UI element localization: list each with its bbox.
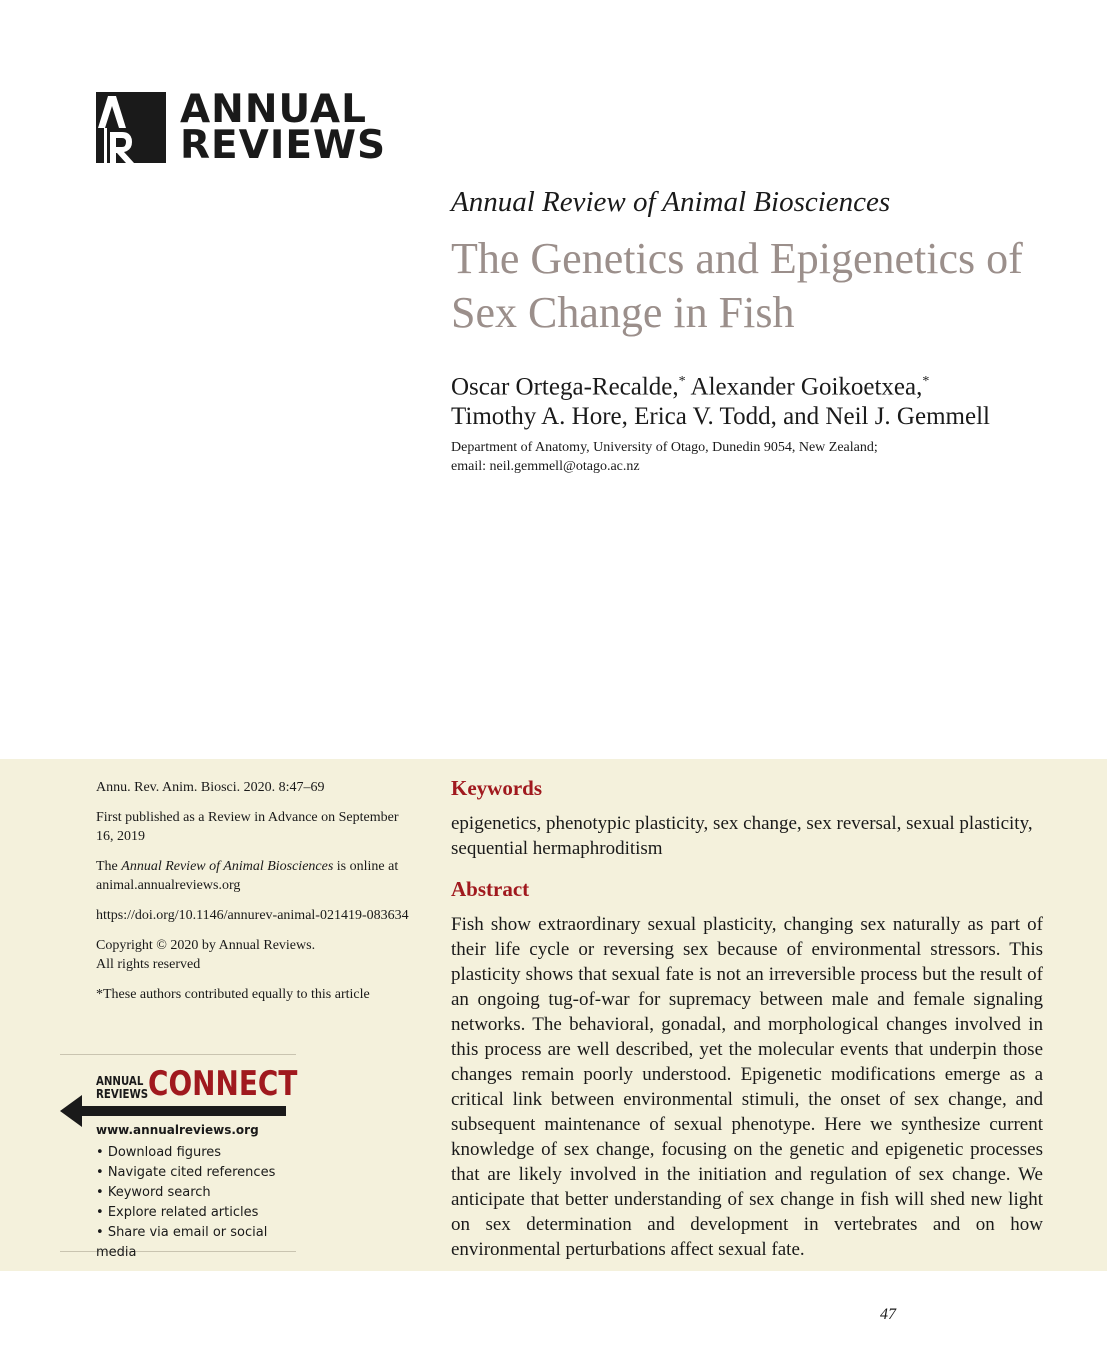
affiliation-line-2: email: neil.gemmell@otago.ac.nz	[451, 459, 640, 474]
online-suffix: is online at animal.annualreviews.org	[96, 859, 399, 893]
doi-link[interactable]: https://doi.org/10.1146/annurev-animal-021419-083634	[96, 908, 409, 923]
rights-line: All rights reserved	[96, 957, 201, 972]
copyright	[96, 936, 416, 974]
logo-line-2: REVIEWS	[180, 123, 387, 168]
connect-logo-big: CONNECT	[148, 1064, 298, 1104]
copyright-line: Copyright © 2020 by Annual Reviews.	[96, 938, 316, 953]
connect-url-link[interactable]: www.annualreviews.org	[96, 1123, 259, 1137]
list-item: • Share via email or social media	[96, 1223, 296, 1263]
citation: Annu. Rev. Anim. Biosci. 2020. 8:47–69	[96, 780, 325, 795]
keywords-heading: Keywords	[451, 776, 542, 800]
list-item: • Explore related articles	[96, 1203, 296, 1223]
logo-line-1: ANNUAL	[180, 87, 367, 132]
first-published: First published as a Review in Advance on September 16, 2019	[96, 810, 399, 844]
keywords-abstract-column	[451, 776, 1043, 1262]
article-title: The Genetics and Epigenetics of Sex Change in Fish	[451, 234, 1023, 337]
connect-small-line-2: REVIEWS	[96, 1087, 149, 1101]
list-item: • Navigate cited references	[96, 1163, 296, 1183]
list-item: • Keyword search	[96, 1183, 296, 1203]
connect-logo	[96, 1064, 330, 1104]
page-number: 47	[880, 1306, 896, 1323]
affiliation-line-1: Department of Anatomy, University of Otago, Dunedin 9054, New Zealand;	[451, 440, 878, 455]
footnote-marker: *	[922, 374, 930, 389]
journal-series-title: Annual Review of Animal Biosciences	[451, 186, 891, 218]
connect-logo-small	[96, 1074, 149, 1101]
footnote-marker: *	[678, 374, 686, 389]
list-item: • Download figures	[96, 1143, 296, 1163]
abstract-text: Fish show extraordinary sexual plasticity, changing sex naturally as part of their life cycle or reversing sex because of environmental stressors. This plasticity shows that sexual fate is not an irreversible process but the result of an ongoing tug-of-war for supremacy between male and female signaling networks. The behavioral, gonadal, and morphological changes involved in this process are well described, yet the molecular events that underpin those changes remain poorly understood. Epigenetic modifications emerge as a critical link between environmental stimuli, the onset of sex change, and subsequent maintenance of sexual phenotype. Here we synthesize current knowledge of sex change, focusing on the genetic and epigenetic processes that are likely involved in the initiation and regulation of sex change. We anticipate that better understanding of sex change in fish will shed new light on sex determination and development in vertebrates and on how environmental perturbations affect sexual fate.	[451, 914, 1043, 1260]
logo-wordmark	[180, 87, 387, 168]
affiliation	[451, 438, 1071, 476]
online-prefix: The	[96, 859, 122, 874]
equal-contribution-footnote: *These authors contributed equally to this article	[96, 987, 370, 1002]
connect-features-list	[96, 1143, 296, 1263]
authors	[451, 367, 1071, 432]
annual-reviews-connect-box	[60, 1054, 298, 1260]
keywords-text: epigenetics, phenotypic plasticity, sex change, sex reversal, sexual plasticity, sequential hermaphroditism	[451, 813, 1033, 859]
authors-line-1: Oscar Ortega-Recalde,* Alexander Goikoetxea,*	[451, 373, 930, 401]
authors-line-2: Timothy A. Hore, Erica V. Todd, and Neil J. Gemmell	[451, 403, 990, 431]
article-info-sidebar	[96, 778, 416, 1015]
annual-reviews-ar-mark-icon	[96, 92, 166, 163]
connect-small-line-1: ANNUAL	[96, 1074, 144, 1088]
annual-reviews-logo	[96, 87, 387, 168]
online-info	[96, 857, 416, 895]
online-journal: Annual Review of Animal Biosciences	[121, 859, 334, 874]
abstract-heading: Abstract	[451, 877, 530, 901]
